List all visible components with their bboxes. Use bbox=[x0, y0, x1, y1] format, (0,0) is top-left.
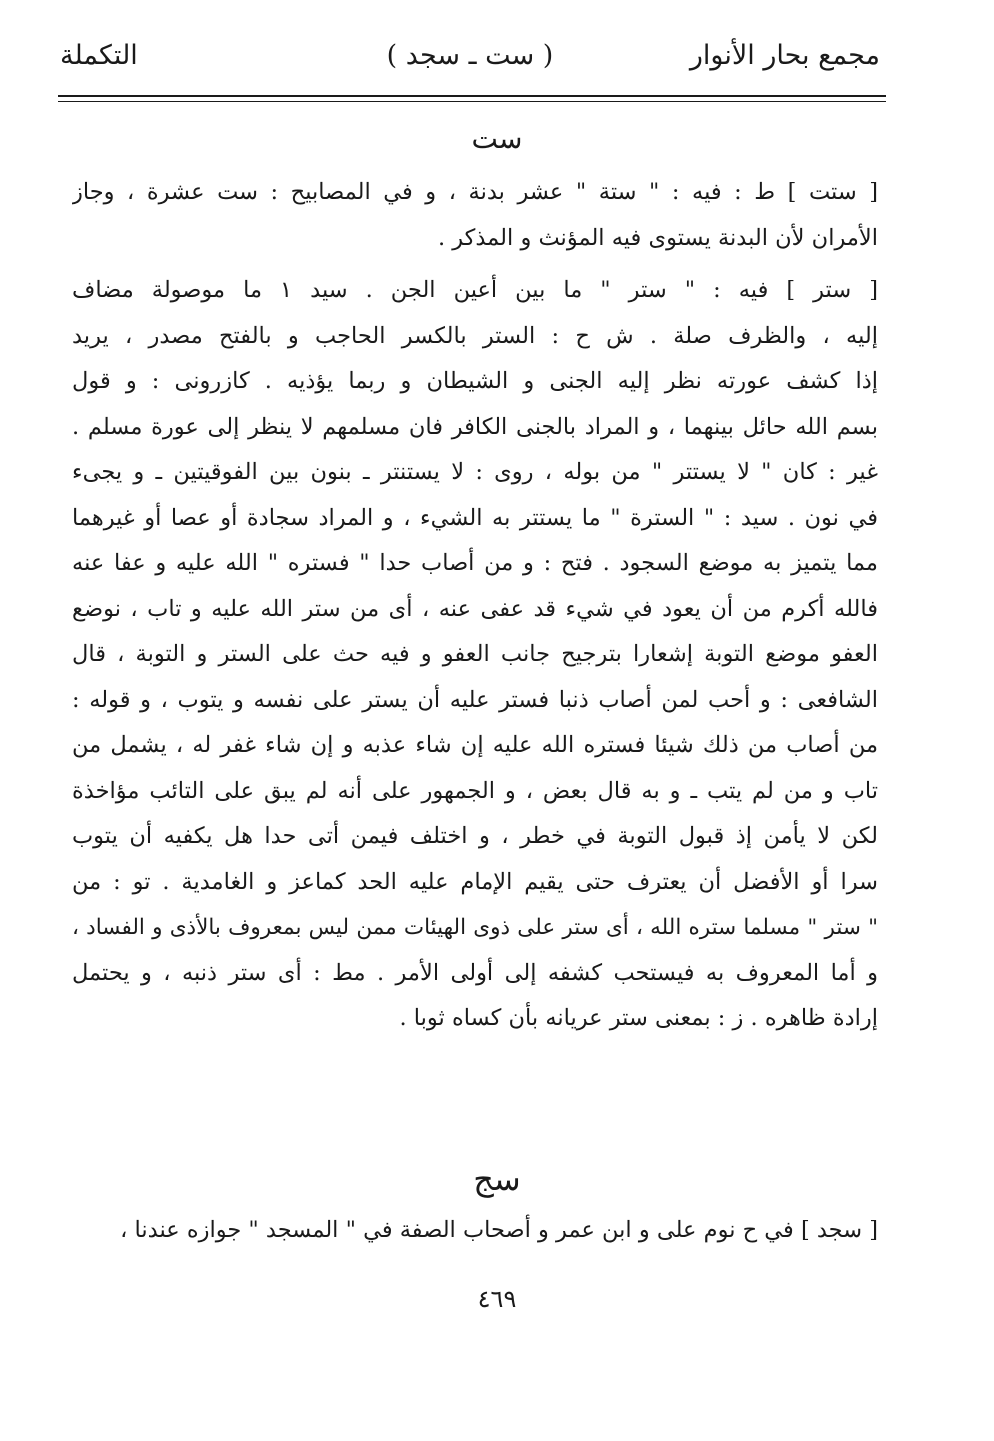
text-line: [ سجد ] في ح نوم على و ابن عمر و أصحاب الصفة في " المسجد " جوازه عندنا ، bbox=[120, 1217, 878, 1243]
text-line: إرادة ظاهره . ز : بمعنى ستر عريانه بأن كساه ثوبا . bbox=[399, 1005, 878, 1031]
paragraph bbox=[74, 1208, 878, 1254]
text-line: تاب و من لم يتب ـ و به قال بعض ، و الجمهور على أنه لم يبق على التائب مؤاخذة bbox=[72, 777, 878, 804]
text-line: إذا كشف عورته نظر إليه الجنى و الشيطان و ربما يؤذيه . كازرونى : و قول bbox=[72, 368, 878, 394]
text-line: فالله أكرم من أن يعود في شيء قد عفى عنه ، أى من ستر الله عليه و تاب ، نوضع bbox=[72, 595, 878, 622]
paragraph bbox=[72, 170, 878, 261]
page-number: ٤٦٩ bbox=[477, 1285, 517, 1313]
text-line: و أما المعروف به فيستحب كشفه إلى أولى الأمر . مط : أى ستر ذنبه ، و يحتمل bbox=[72, 959, 878, 986]
header-rule-thick bbox=[58, 95, 886, 97]
text-line: بسم الله حائل بينهما ، و المراد بالجنى الكافر فان مسلمهم لا ينظر إلى عورة مسلم . bbox=[72, 413, 878, 440]
text-line: لكن لا يأمن إذ قبول التوبة في خطر ، و اختلف فيمن أتى حدا هل يكفيه أن يتوب bbox=[72, 823, 878, 849]
header-rule-thin bbox=[58, 101, 886, 102]
text-line: الأمران لأن البدنة يستوى فيه المؤنث و المذكر . bbox=[437, 224, 878, 251]
text-line: غير : كان " لا يستتر " من بوله ، روى : لا يستنتر ـ بنون بين الفوقيتين ـ و يجىء bbox=[72, 459, 878, 485]
text-line: مما يتميز به موضع السجود . فتح : و من أصاب حدا " فستره " الله عليه و عفا عنه bbox=[72, 550, 878, 576]
section-heading: ست bbox=[471, 122, 523, 155]
text-line: في نون . سيد : " السترة " ما يستتر به الشيء ، و المراد سجادة أو عصا أو غيرهما bbox=[72, 504, 878, 531]
text-line: [ ستر ] فيه : " ستر " ما بين أعين الجن . سيد ١ ما موصولة مضاف bbox=[72, 277, 878, 303]
text-line: الشافعى : و أحب لمن أصاب ذنبا فستر عليه أن يستر على نفسه و يتوب ، و قوله : bbox=[72, 686, 878, 713]
volume-label: التكملة bbox=[60, 40, 138, 71]
entry-range: ( ست ـ سجد ) bbox=[386, 40, 554, 71]
text-line: العفو موضع التوبة إشعارا بترجيح جانب العفو و فيه حث على الستر و التوبة ، قال bbox=[72, 641, 878, 667]
text-line: من أصاب من ذلك شيئا فستره الله عليه إن شاء عذبه و إن شاء غفر له ، يشمل من bbox=[72, 732, 878, 758]
section-heading: سج bbox=[473, 1160, 521, 1198]
paragraph bbox=[72, 268, 878, 1042]
text-line: " ستر " مسلما ستره الله ، أى ستر على ذوى الهيئات ممن ليس بمعروف بالأذى و الفساد ، bbox=[72, 915, 878, 940]
running-header bbox=[60, 40, 880, 90]
text-line: سرا أو الأفضل أن يعترف حتى يقيم الإمام عليه الحد كماعز و الغامدية . تو : من bbox=[72, 868, 878, 895]
text-line: [ ستت ] ط : فيه : " ستة " عشر بدنة ، و في المصابيح : ست عشرة ، وجاز bbox=[72, 179, 878, 205]
text-line: إليه ، والظرف صلة . ش ح : الستر بالكسر الحاجب و بالفتح مصدر ، يريد bbox=[72, 322, 878, 349]
book-title: مجمع بحار الأنوار bbox=[689, 40, 880, 71]
